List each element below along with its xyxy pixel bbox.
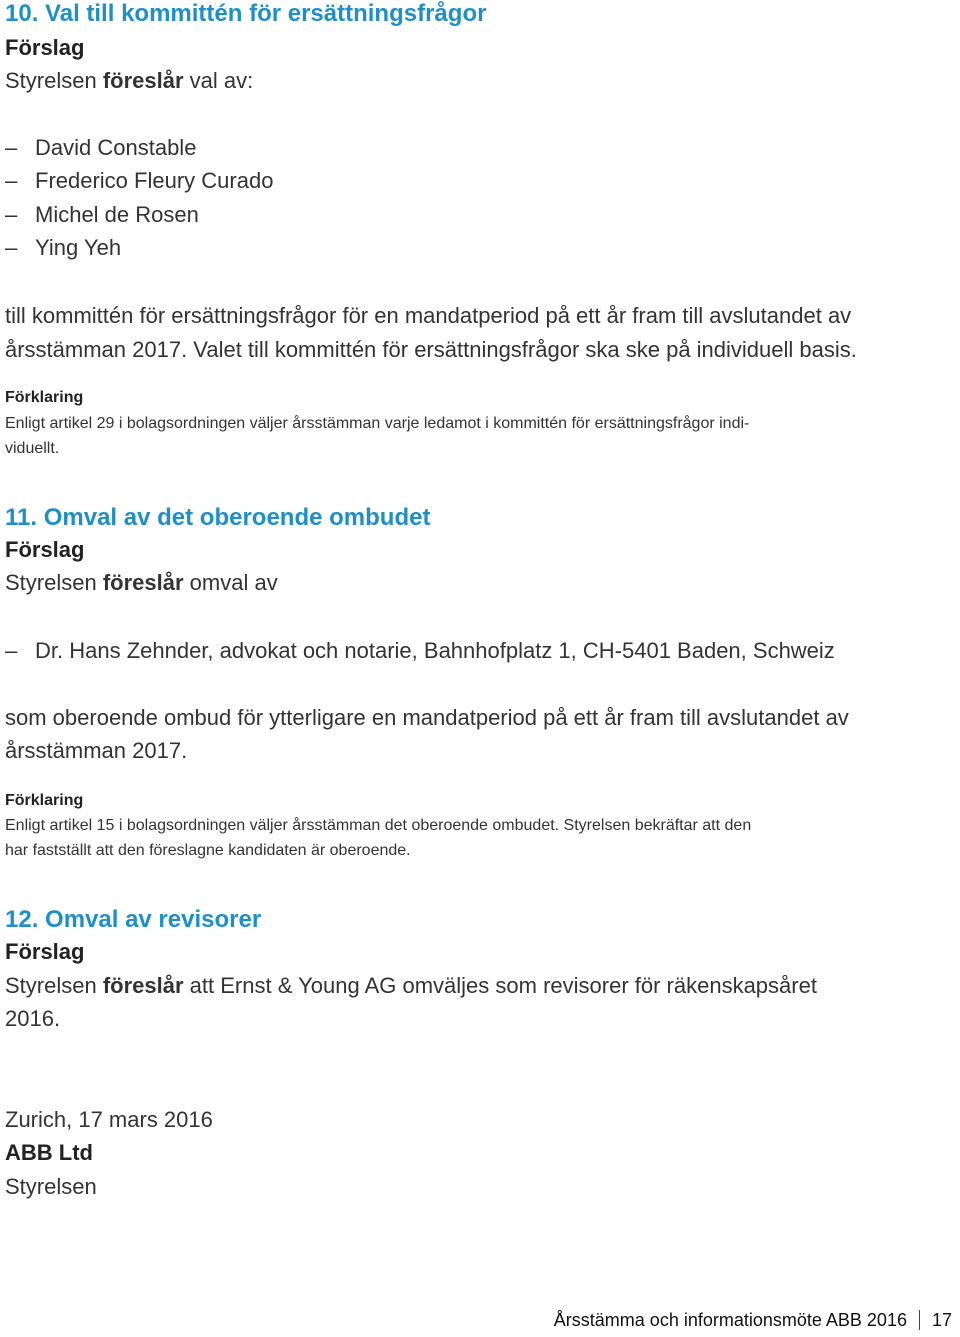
section-11-body-line: som oberoende ombud för ytterligare en mandatperiod på ett år fram till avslutandet av [5,705,849,730]
section-10-explanation-line: viduellt. [5,440,60,457]
member-list-item: – Michel de Rosen [5,202,199,227]
member-list-item: – Frederico Fleury Curado [5,168,274,193]
section-11-explanation-line: har fastställt att den föreslagne kandidaten är oberoende. [5,842,411,859]
section-10-heading: 10. Val till kommittén för ersättningsfrågor [5,0,487,27]
section-10-proposal-label: Förslag [5,35,85,60]
footer-separator [919,1310,920,1330]
nominee-list-item: – Dr. Hans Zehnder, advokat och notarie, Bahnhofplatz 1, CH-5401 Baden, Schweiz [5,638,835,663]
section-11-intro: Styrelsen föreslår omval av [5,570,278,595]
section-11-heading: 11. Omval av det oberoende ombudet [5,504,431,531]
section-12-intro: Styrelsen föreslår att Ernst & Young AG omväljes som revisorer för räkenskapsåret [5,973,817,998]
section-10-explanation-label: Förklaring [5,389,84,406]
section-11-body-line: årsstämman 2017. [5,738,188,763]
section-10-intro: Styrelsen föreslår val av: [5,68,254,93]
footer-title: Årsstämma och informationsmöte ABB 2016 [553,1310,907,1330]
section-11-proposal-label: Förslag [5,537,85,562]
place-date: Zurich, 17 mars 2016 [5,1107,213,1132]
section-12-proposal-label: Förslag [5,939,85,964]
section-11-explanation-label: Förklaring [5,792,84,809]
page-footer [554,1310,952,1331]
section-12-intro-line2: 2016. [5,1006,61,1031]
section-12-heading: 12. Omval av revisorer [5,906,262,933]
member-list-item: – Ying Yeh [5,235,122,260]
board-signature: Styrelsen [5,1174,97,1199]
section-10-body-line: till kommittén för ersättningsfrågor för en mandatperiod på ett år fram till avslutandet av [5,303,852,328]
section-11-explanation-line: Enligt artikel 15 i bolagsordningen väljer årsstämman det oberoende ombudet. Styrelsen bekräftar att den [5,817,752,834]
member-list-item: – David Constable [5,135,197,160]
section-10-explanation-line: Enligt artikel 29 i bolagsordningen väljer årsstämman varje ledamot i kommittén för ersättningsfrågor indi- [5,415,750,432]
section-10-body-line: årsstämman 2017. Valet till kommittén för ersättningsfrågor ska ske på individuell basis. [5,337,857,362]
page-number: 17 [931,1310,952,1330]
company-name: ABB Ltd [5,1140,93,1165]
